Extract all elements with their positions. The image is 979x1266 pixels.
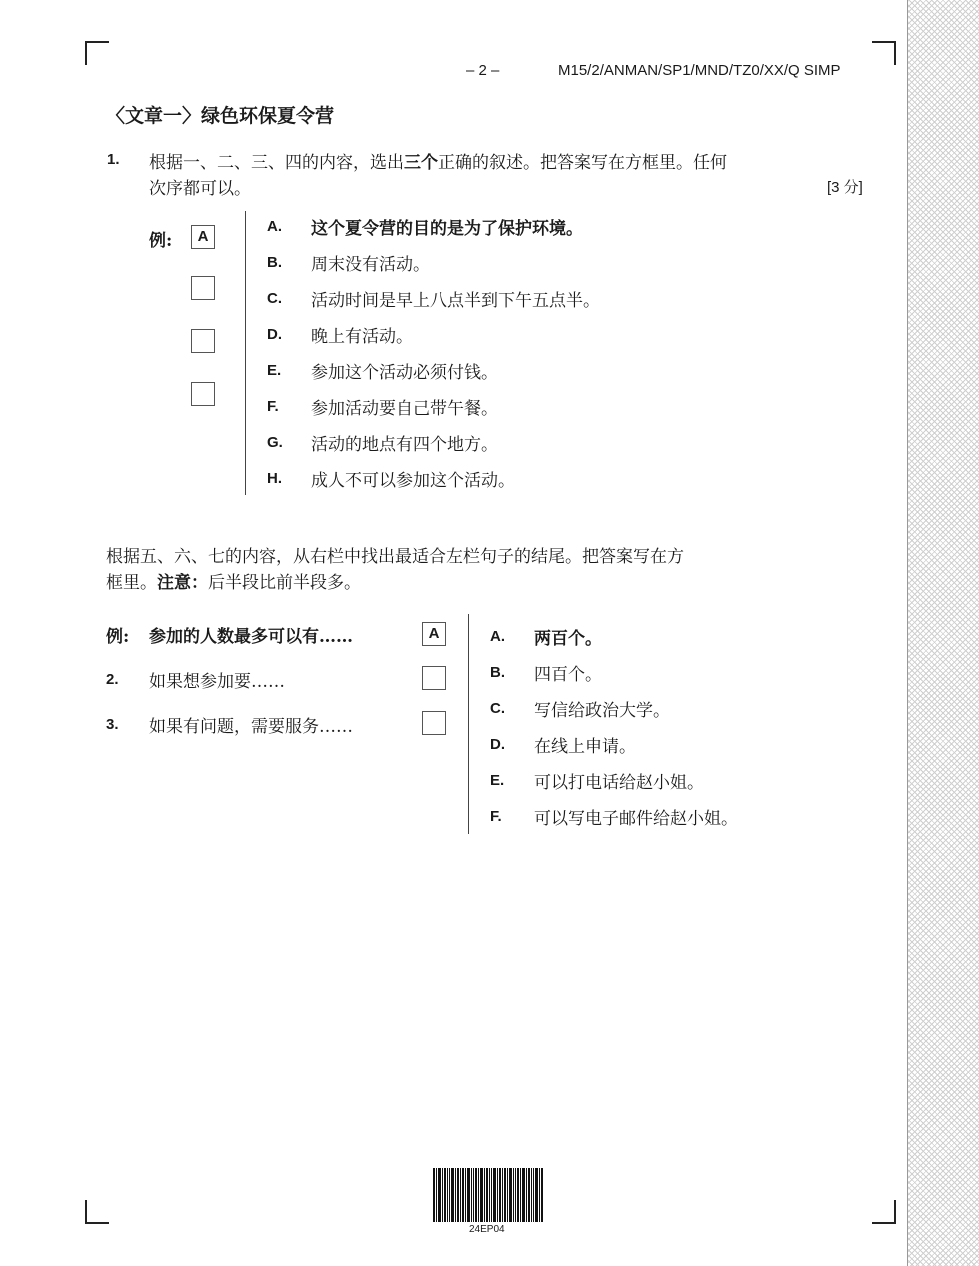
- matching-option-text: 四百个。: [534, 665, 602, 685]
- q1-option-text: 活动时间是早上八点半到下午五点半。: [311, 291, 600, 311]
- barcode-label: 24EP04: [469, 1224, 505, 1235]
- question-1-example-label: 例:: [149, 231, 173, 251]
- page-number: – 2 –: [466, 62, 500, 79]
- matching-option-letter: F.: [490, 808, 502, 825]
- q1-option-letter: E.: [267, 362, 282, 379]
- question-1-prompt: [149, 148, 727, 173]
- question-1-answer-box-2[interactable]: [191, 329, 215, 353]
- matching-option-text: 在线上申请。: [534, 737, 636, 757]
- q1-option-letter: D.: [267, 326, 282, 343]
- q1-option-text: 参加这个活动必须付钱。: [311, 363, 498, 383]
- barcode: [433, 1168, 545, 1222]
- q1-option-letter: H.: [267, 470, 282, 487]
- matching-option-text: 写信给政治大学。: [534, 701, 670, 721]
- question-1-prompt-part-b: 正确的叙述。把答案写在方框里。任何: [438, 153, 727, 173]
- q1-option-letter: G.: [267, 434, 283, 451]
- question-1-prompt-emphasis: 三个: [404, 153, 438, 173]
- page-edge-pattern: [907, 0, 979, 1266]
- matching-option-letter: C.: [490, 700, 505, 717]
- question-2-number: 2.: [106, 671, 119, 688]
- matching-option-text: 可以打电话给赵小姐。: [534, 773, 704, 793]
- question-3-answer-box[interactable]: [422, 711, 446, 735]
- q1-option-text: 晚上有活动。: [311, 327, 413, 347]
- matching-option-letter: A.: [490, 628, 505, 645]
- question-3-number: 3.: [106, 716, 119, 733]
- question-1-answer-box-3[interactable]: [191, 382, 215, 406]
- question-1-example-answer-box: A: [191, 225, 215, 249]
- matching-option-letter: B.: [490, 664, 505, 681]
- question-1-prompt-part-a: 根据一、二、三、四的内容，选出: [149, 153, 404, 173]
- matching-divider: [468, 614, 469, 834]
- question-2-answer-box[interactable]: [422, 666, 446, 690]
- question-1-divider: [245, 211, 246, 495]
- document-code: M15/2/ANMAN/SP1/MND/TZ0/XX/Q SIMP: [558, 62, 841, 79]
- question-3-text: 如果有问题，需要服务……: [149, 717, 353, 737]
- matching-instruction-note: 注意：: [157, 573, 208, 593]
- q1-option-text: 周末没有活动。: [311, 255, 430, 275]
- crop-mark-bottom-right: [872, 1200, 896, 1224]
- q1-option-letter: F.: [267, 398, 279, 415]
- matching-example-text: 参加的人数最多可以有……: [149, 627, 353, 647]
- section-title: 〈文章一〉绿色环保夏令营: [106, 105, 335, 127]
- question-1-number: 1.: [107, 151, 120, 168]
- question-1-marks: [3 分]: [827, 179, 863, 196]
- q1-option-text: 活动的地点有四个地方。: [311, 435, 498, 455]
- matching-option-text: 两百个。: [534, 629, 602, 649]
- question-1-answer-box-1[interactable]: [191, 276, 215, 300]
- crop-mark-bottom-left: [85, 1200, 109, 1224]
- matching-instruction-line2: [106, 568, 361, 593]
- matching-option-text: 可以写电子邮件给赵小姐。: [534, 809, 738, 829]
- matching-option-letter: E.: [490, 772, 505, 789]
- q1-option-text: 这个夏令营的目的是为了保护环境。: [311, 219, 583, 239]
- q1-option-text: 参加活动要自己带午餐。: [311, 399, 498, 419]
- q1-option-letter: A.: [267, 218, 282, 235]
- question-1-prompt-line2: 次序都可以。: [149, 179, 251, 199]
- matching-example-answer-box: A: [422, 622, 446, 646]
- crop-mark-top-left: [85, 41, 109, 65]
- matching-example-label: 例:: [106, 627, 130, 647]
- matching-instruction-line1: 根据五、六、七的内容，从右栏中找出最适合左栏句子的结尾。把答案写在方: [106, 547, 684, 567]
- q1-option-letter: B.: [267, 254, 282, 271]
- q1-option-letter: C.: [267, 290, 282, 307]
- matching-option-letter: D.: [490, 736, 505, 753]
- matching-instruction-part-a: 框里。: [106, 573, 157, 593]
- matching-instruction-part-b: 后半段比前半段多。: [208, 573, 361, 593]
- question-2-text: 如果想参加要……: [149, 672, 285, 692]
- page-edge-line: [907, 0, 908, 1266]
- q1-option-text: 成人不可以参加这个活动。: [311, 471, 515, 491]
- crop-mark-top-right: [872, 41, 896, 65]
